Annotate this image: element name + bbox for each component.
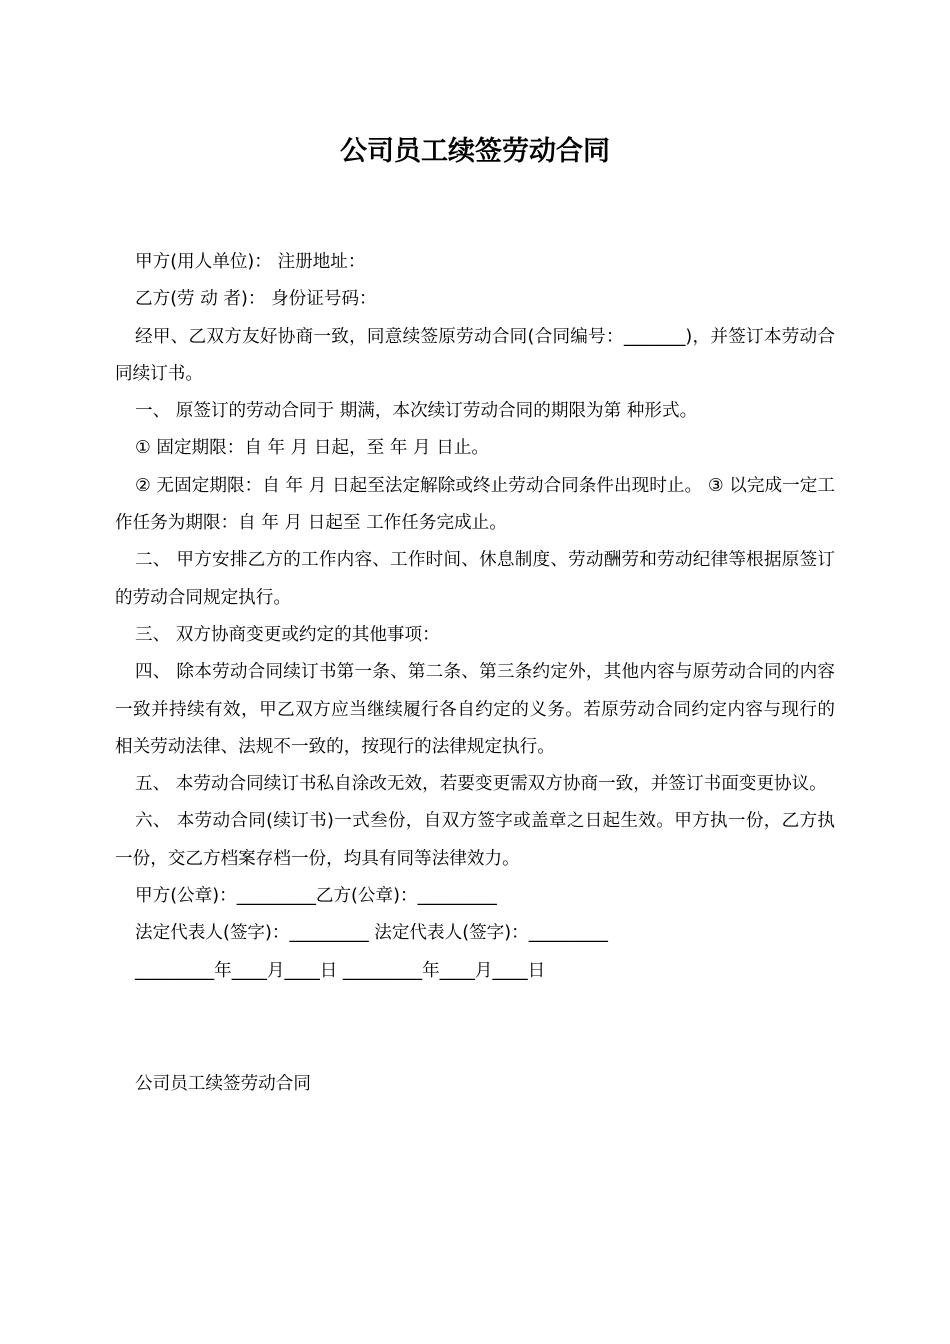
clause-5: 五、 本劳动合同续订书私自涂改无效，若要变更需双方协商一致，并签订书面变更协议。 xyxy=(135,774,827,795)
clause-4: 四、 除本劳动合同续订书第一条、第二条、第三条约定外，其他内容与原劳动合同的内容一致并持续有效，甲乙双方应当继续履行各自约定的义务。若原劳动合同约定内容与现行的相关劳动法律、法规不一致的，按现行的法律规定执行。 xyxy=(115,662,835,757)
document-body xyxy=(115,244,835,990)
signature-line: 法定代表人(签字)：_________ 法定代表人(签字)：_________ xyxy=(135,923,608,944)
clause-1: 一、 原签订的劳动合同于 期满，本次续订劳动合同的期限为第 种形式。 xyxy=(135,401,698,422)
party-b-line: 乙方(劳 动 者)： 身份证号码： xyxy=(135,289,377,310)
intro-paragraph: 经甲、乙双方友好协商一致，同意续签原劳动合同(合同编号：_______)，并签订本劳动合同续订书。 xyxy=(115,326,835,384)
party-a-line: 甲方(用人单位)： 注册地址： xyxy=(135,252,366,272)
document-title: 公司员工续签劳动合同 xyxy=(340,136,610,167)
date-line: _________年____月____日 _________年____月____日 xyxy=(135,960,546,981)
seal-line: 甲方(公章)：_________乙方(公章)：_________ xyxy=(135,886,497,907)
clause-3: 三、 双方协商变更或约定的其他事项： xyxy=(135,624,440,645)
clause-1-option-1: ① 固定期限：自 年 月 日起，至 年 月 日止。 xyxy=(135,438,490,459)
clause-2: 二、 甲方安排乙方的工作内容、工作时间、休息制度、劳动酬劳和劳动纪律等根据原签订的劳动合同规定执行。 xyxy=(115,550,835,608)
clause-1-option-2-3: ② 无固定期限：自 年 月 日起至法定解除或终止劳动合同条件出现时止。 ③ 以完成一定工作任务为期限：自 年 月 日起至 工作任务完成止。 xyxy=(115,475,835,534)
clause-6: 六、 本劳动合同(续订书)一式叁份，自双方签字或盖章之日起生效。甲方执一份，乙方执一份，交乙方档案存档一份，均具有同等法律效力。 xyxy=(115,811,835,869)
document-footer: 公司员工续签劳动合同 xyxy=(135,1074,311,1094)
